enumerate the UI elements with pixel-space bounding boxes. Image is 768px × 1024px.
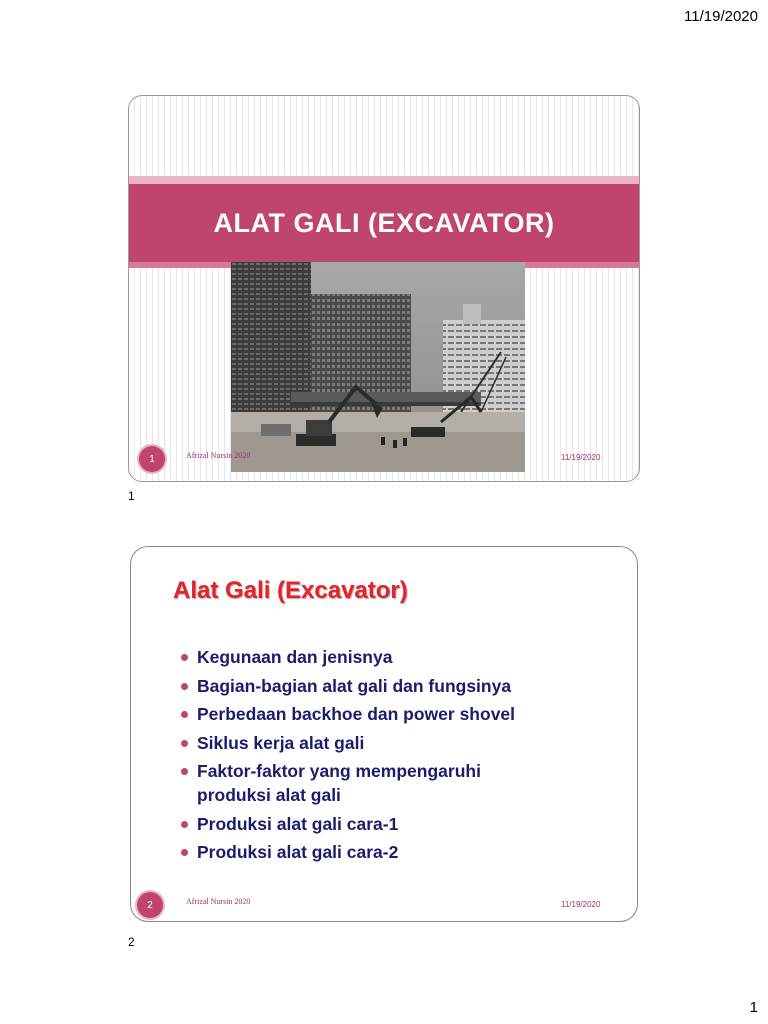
list-item: Produksi alat gali cara-2 [181,840,601,864]
bullet-icon [181,821,188,828]
list-item: Faktor-faktor yang mempengaruhi produksi alat gali [181,759,601,807]
list-item: Siklus kerja alat gali [181,731,601,755]
bullet-list [181,645,601,869]
list-item: Produksi alat gali cara-1 [181,812,601,836]
slide-1-caption: 1 [128,489,135,503]
title-band [129,184,639,262]
title-top-band [129,176,639,184]
bullet-icon [181,768,188,775]
slide-2-author: Afrizal Nursin 2020 [186,897,251,906]
page-number: 1 [749,999,758,1016]
bullet-icon [181,849,188,856]
list-item: Kegunaan dan jenisnya [181,645,601,669]
list-item: Bagian-bagian alat gali dan fungsinya [181,674,601,698]
list-item: Perbedaan backhoe dan power shovel [181,702,601,726]
excavator-construction-photo-icon [231,262,525,472]
slide-1 [128,95,640,482]
slide-2-number-badge: 2 [137,892,163,918]
slide-1-date: 11/19/2020 [561,453,601,462]
slide-1-number-badge: 1 [139,446,165,472]
slide-2-caption: 2 [128,935,135,949]
bullet-icon [181,654,188,661]
slide-2-title: Alat Gali (Excavator) [173,577,408,604]
bullet-icon [181,711,188,718]
slide-2-date: 11/19/2020 [561,900,601,909]
slide-1-author: Afrizal Nursin 2020 [186,451,251,460]
excavator-photo [231,262,525,472]
slide-1-title: ALAT GALI (EXCAVATOR) [213,207,555,238]
slide-2 [130,546,638,922]
bullet-icon [181,683,188,690]
header-date: 11/19/2020 [684,8,758,25]
bullet-icon [181,740,188,747]
